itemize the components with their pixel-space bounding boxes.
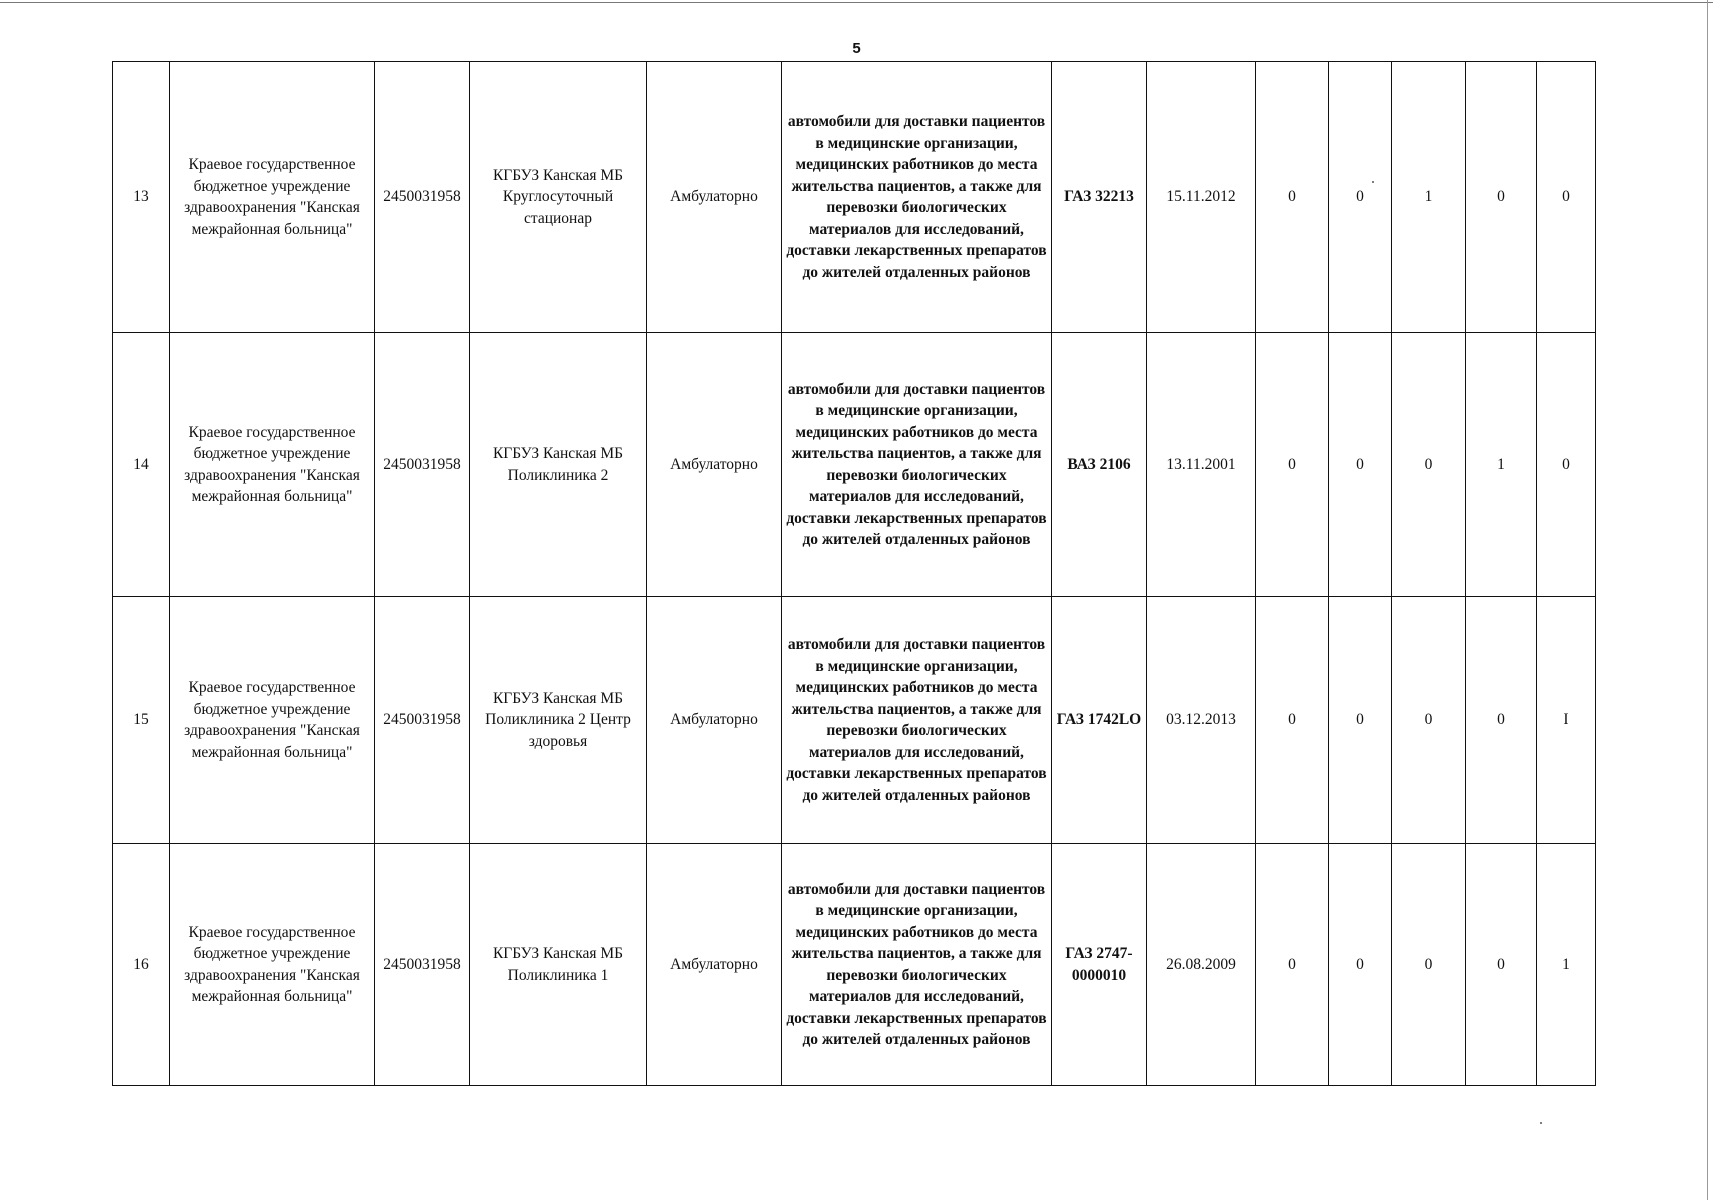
cell-vehicle: ГАЗ 1742LO bbox=[1052, 597, 1147, 844]
cell-number: 15 bbox=[113, 597, 170, 844]
cell-count-3: 0 bbox=[1392, 597, 1466, 844]
cell-count-3: 0 bbox=[1392, 844, 1466, 1086]
page-number: 5 bbox=[852, 40, 861, 57]
cell-care-type: Амбулаторно bbox=[647, 333, 782, 597]
cell-date: 03.12.2013 bbox=[1147, 597, 1256, 844]
cell-inn: 2450031958 bbox=[375, 844, 470, 1086]
cell-organization: Краевое государственное бюджетное учреждение здравоохранения "Канская межрайонная больница" bbox=[170, 844, 375, 1086]
vehicle-table bbox=[112, 61, 1596, 1086]
cell-care-type: Амбулаторно bbox=[647, 597, 782, 844]
cell-count-5: 0 bbox=[1537, 62, 1596, 333]
cell-unit: КГБУЗ Канская МБ Круглосуточный стационар bbox=[470, 62, 647, 333]
cell-count-3: 1 bbox=[1392, 62, 1466, 333]
cell-purpose: автомобили для доставки пациентов в медицинские организации, медицинских работников до места жительства пациентов, а также для перевозки биологических материалов для исследований, доставки лекарственных препаратов до жителей отдаленных районов bbox=[782, 597, 1052, 844]
cell-count-4: 0 bbox=[1466, 844, 1537, 1086]
cell-vehicle: ГАЗ 32213 bbox=[1052, 62, 1147, 333]
cell-count-1: 0 bbox=[1256, 597, 1329, 844]
table-row bbox=[113, 333, 1596, 597]
cell-count-2: 0 bbox=[1329, 62, 1392, 333]
cell-purpose: автомобили для доставки пациентов в медицинские организации, медицинских работников до места жительства пациентов, а также для перевозки биологических материалов для исследований, доставки лекарственных препаратов до жителей отдаленных районов bbox=[782, 62, 1052, 333]
scan-edge-top bbox=[0, 2, 1713, 3]
cell-number: 16 bbox=[113, 844, 170, 1086]
cell-purpose: автомобили для доставки пациентов в медицинские организации, медицинских работников до места жительства пациентов, а также для перевозки биологических материалов для исследований, доставки лекарственных препаратов до жителей отдаленных районов bbox=[782, 844, 1052, 1086]
cell-count-5: 0 bbox=[1537, 333, 1596, 597]
cell-date: 15.11.2012 bbox=[1147, 62, 1256, 333]
cell-count-2: 0 bbox=[1329, 333, 1392, 597]
cell-vehicle: ГАЗ 2747-0000010 bbox=[1052, 844, 1147, 1086]
cell-count-5: I bbox=[1537, 597, 1596, 844]
cell-count-4: 1 bbox=[1466, 333, 1537, 597]
cell-unit: КГБУЗ Канская МБ Поликлиника 2 bbox=[470, 333, 647, 597]
scan-speck bbox=[1540, 1122, 1542, 1124]
cell-purpose: автомобили для доставки пациентов в медицинские организации, медицинских работников до места жительства пациентов, а также для перевозки биологических материалов для исследований, доставки лекарственных препаратов до жителей отдаленных районов bbox=[782, 333, 1052, 597]
cell-date: 13.11.2001 bbox=[1147, 333, 1256, 597]
scan-edge-right bbox=[1707, 0, 1708, 1200]
cell-vehicle: ВАЗ 2106 bbox=[1052, 333, 1147, 597]
cell-care-type: Амбулаторно bbox=[647, 844, 782, 1086]
table-row bbox=[113, 62, 1596, 333]
cell-count-2: 0 bbox=[1329, 597, 1392, 844]
cell-number: 14 bbox=[113, 333, 170, 597]
cell-count-4: 0 bbox=[1466, 597, 1537, 844]
cell-organization: Краевое государственное бюджетное учреждение здравоохранения "Канская межрайонная больница" bbox=[170, 597, 375, 844]
cell-inn: 2450031958 bbox=[375, 333, 470, 597]
table-row bbox=[113, 844, 1596, 1086]
cell-organization: Краевое государственное бюджетное учреждение здравоохранения "Канская межрайонная больница" bbox=[170, 333, 375, 597]
cell-count-4: 0 bbox=[1466, 62, 1537, 333]
cell-date: 26.08.2009 bbox=[1147, 844, 1256, 1086]
cell-unit: КГБУЗ Канская МБ Поликлиника 1 bbox=[470, 844, 647, 1086]
cell-count-3: 0 bbox=[1392, 333, 1466, 597]
cell-count-1: 0 bbox=[1256, 333, 1329, 597]
cell-count-5: 1 bbox=[1537, 844, 1596, 1086]
cell-unit: КГБУЗ Канская МБ Поликлиника 2 Центр здоровья bbox=[470, 597, 647, 844]
cell-organization: Краевое государственное бюджетное учреждение здравоохранения "Канская межрайонная больница" bbox=[170, 62, 375, 333]
cell-inn: 2450031958 bbox=[375, 597, 470, 844]
cell-count-1: 0 bbox=[1256, 62, 1329, 333]
cell-count-1: 0 bbox=[1256, 844, 1329, 1086]
cell-inn: 2450031958 bbox=[375, 62, 470, 333]
cell-number: 13 bbox=[113, 62, 170, 333]
cell-count-2: 0 bbox=[1329, 844, 1392, 1086]
table-row bbox=[113, 597, 1596, 844]
cell-care-type: Амбулаторно bbox=[647, 62, 782, 333]
